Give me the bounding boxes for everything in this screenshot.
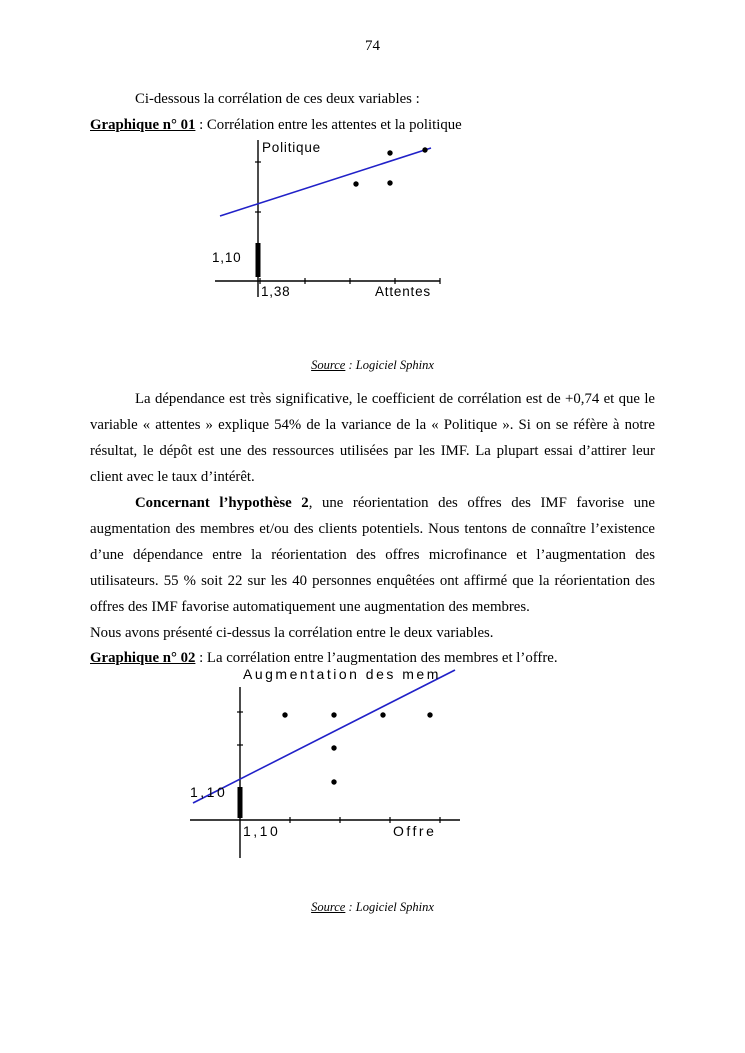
source-text: : Logiciel Sphinx — [345, 358, 434, 372]
source-line-1 — [0, 358, 745, 373]
source-text: : Logiciel Sphinx — [345, 900, 434, 914]
data-point — [422, 147, 427, 152]
graph1-caption-label: Graphique n° 01 — [90, 117, 196, 133]
transition-paragraph: Nous avons présenté ci-dessus la corrélation entre le deux variables. — [90, 625, 494, 641]
hypothesis2-lead: Concernant l’hypothèse 2 — [135, 495, 309, 511]
y-axis-label: Politique — [262, 140, 321, 155]
chart-graphique-01 — [90, 138, 655, 310]
analysis-paragraph: La dépendance est très significative, le coefficient de corrélation est de +0,74 et que le variable « attentes » explique 54% de la variance de la « Politique ». Si on se réfère à notre résultat, le dépôt est une des ressources utilisées par les IMF. La plupart essai d’attirer leur client avec le taux d’intérêt. — [90, 391, 655, 485]
y-tick-label: 1,10 — [212, 250, 242, 265]
scatter-plot-2 — [90, 666, 655, 864]
graph1-caption-text: : Corrélation entre les attentes et la politique — [195, 117, 462, 133]
trend-line — [193, 670, 455, 803]
graph1-caption — [90, 112, 655, 138]
data-point — [331, 712, 336, 717]
intro-paragraph: Ci-dessous la corrélation de ces deux variables : — [135, 91, 420, 107]
graph2-caption-text: : La corrélation entre l’augmentation des membres et l’offre. — [195, 650, 558, 666]
scatter-plot-1 — [90, 138, 655, 310]
y-tick-label: 1,10 — [190, 784, 228, 800]
chart-graphique-02 — [90, 666, 655, 864]
x-axis-label: Attentes — [375, 284, 431, 299]
hypothesis2-rest: , une réorientation des offres des IMF favorise une augmentation des membres et/ou des clients potentiels. Nous tentons de connaître l’existence d’une dépendance entre la réorientation des offres microfinance et l’augmentation des utilisateurs. 55 % soit 22 sur les 40 personnes enquêtées ont affirmé que la réorientation des offres des IMF favorise automatiquement une augmentation des membres. — [90, 495, 655, 615]
source-line-2 — [0, 900, 745, 915]
data-point — [387, 150, 392, 155]
trend-line — [220, 148, 431, 216]
source-label: Source — [311, 900, 346, 914]
data-point — [387, 180, 392, 185]
data-point — [331, 745, 336, 750]
axis-value-bar — [238, 787, 243, 818]
page-number: 74 — [365, 38, 380, 54]
x-axis-label: Offre — [393, 823, 437, 839]
graph2-caption-label: Graphique n° 02 — [90, 650, 196, 666]
hypothesis2-paragraph — [90, 490, 655, 620]
source-label: Source — [311, 358, 346, 372]
x-tick-label: 1,38 — [261, 284, 291, 299]
chart-title: Augmentation des mem — [243, 666, 441, 682]
x-tick-label: 1,10 — [243, 823, 281, 839]
data-point — [331, 779, 336, 784]
data-point — [380, 712, 385, 717]
data-point — [353, 181, 358, 186]
axis-value-bar — [256, 243, 261, 277]
data-point — [282, 712, 287, 717]
data-point — [427, 712, 432, 717]
